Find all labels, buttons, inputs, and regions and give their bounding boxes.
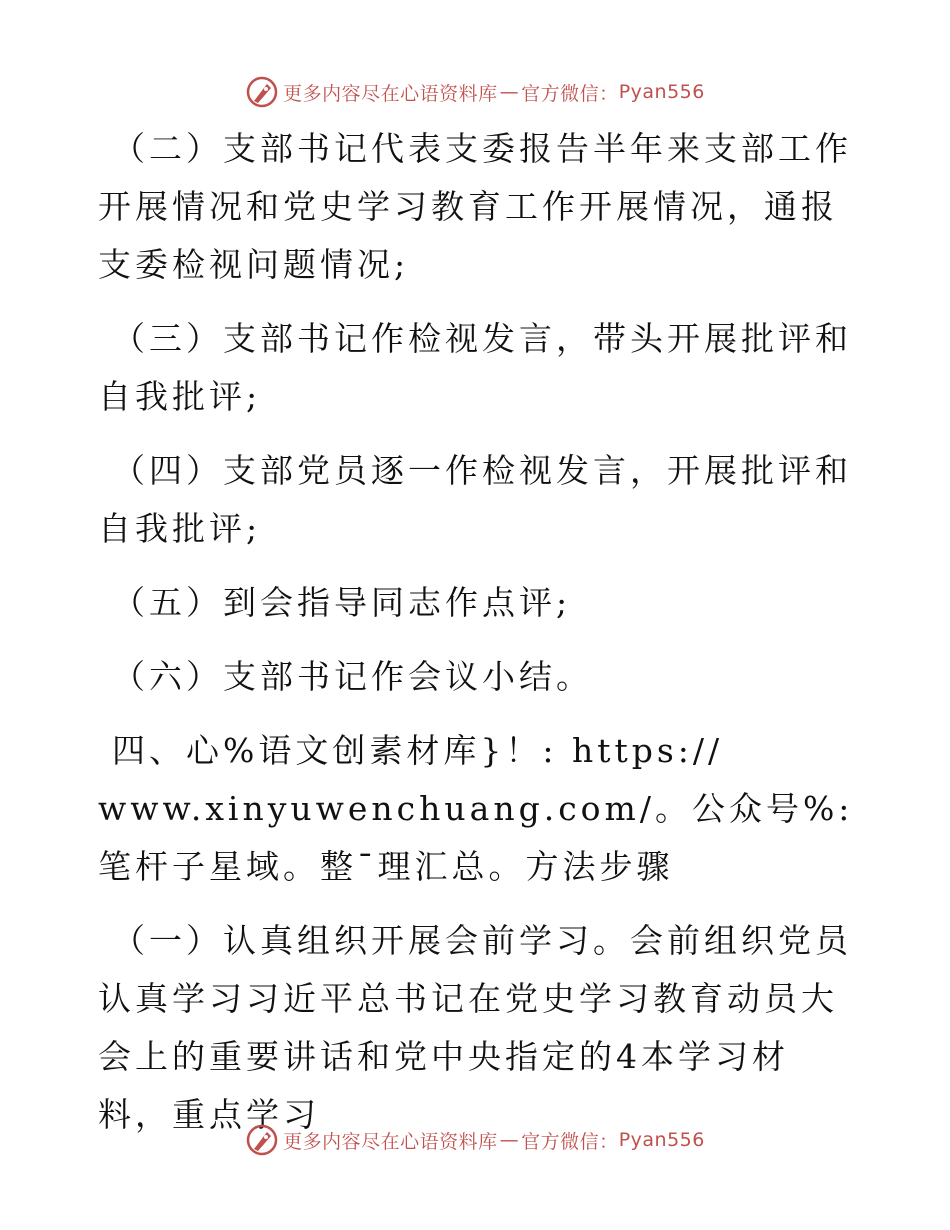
watermark-text: 更多内容尽在心语资料库: [283, 82, 498, 105]
watermark-wechat-label: 官方微信：: [521, 82, 619, 105]
paragraph-2: （二）支部书记代表支委报告半年来支部工作开展情况和党史学习教育工作开展情况，通报支委检视问题情况;: [98, 129, 852, 284]
watermark-wechat-label: 官方微信：: [521, 1130, 619, 1153]
section-heading-4: 四、心%语文创素材库}！: https:// www.xinyuwenchuang.com/。公众号%: 笔杆子星域。整¯理汇总。方法步骤: [98, 731, 854, 886]
paragraph-6: （六）支部书记作会议小结。: [112, 657, 593, 696]
watermark-text: 更多内容尽在心语资料库: [283, 1130, 498, 1153]
watermark-separator: —: [499, 81, 520, 103]
paragraph-3: （三）支部书记作检视发言，带头开展批评和自我批评;: [98, 319, 852, 416]
paragraph-4: （四）支部党员逐一作检视发言，开展批评和自我批评;: [98, 451, 852, 548]
paragraph-method-1: （一）认真组织开展会前学习。会前组织党员认真学习习近平总书记在党史学习教育动员大会上的重要讲话和党中央指定的4本学习材料，重点学习: [98, 921, 852, 1134]
paragraph-5: （五）到会指导同志作点评;: [112, 583, 572, 622]
watermark-header: [0, 72, 950, 112]
document-body: [98, 120, 858, 1144]
watermark-wechat-id: Pyan556: [618, 81, 705, 103]
watermark-wechat-id: Pyan556: [618, 1129, 705, 1151]
pen-nib-circle-icon: [245, 1123, 279, 1157]
watermark-separator: —: [499, 1129, 520, 1151]
pen-nib-circle-icon: [245, 75, 279, 109]
watermark-footer: [0, 1120, 950, 1160]
